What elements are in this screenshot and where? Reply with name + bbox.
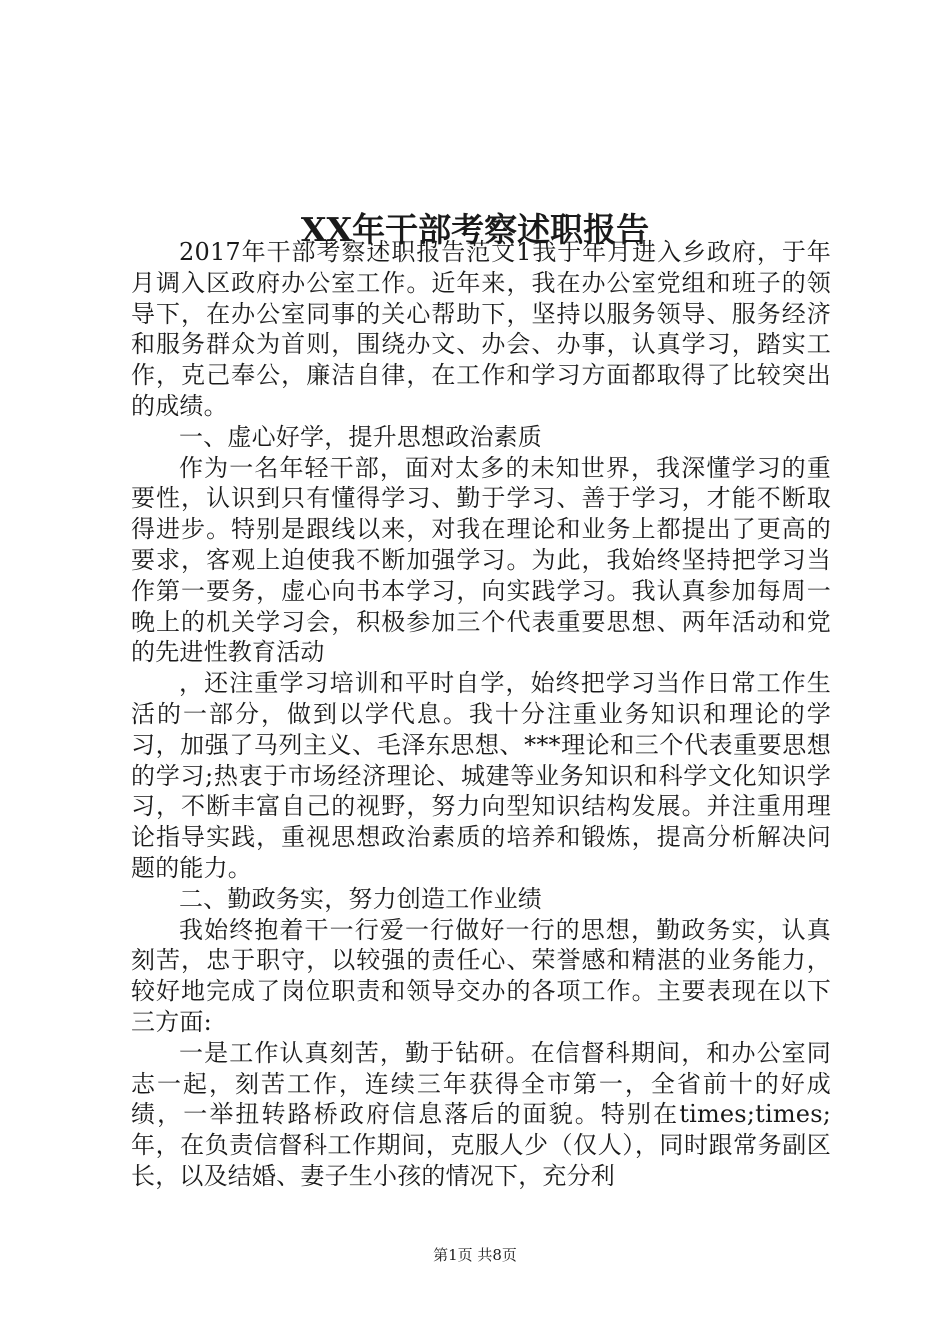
paragraph-work-point-1: 一是工作认真刻苦，勤于钻研。在信督科期间，和办公室同志一起，刻苦工作，连续三年获得全市第一，全省前十的好成绩，一举扭转路桥政府信息落后的面貌。特别在times;times;年，在负责信督科工作期间，克服人少（仅人），同时跟常务副区长，以及结婚、妻子生小孩的情况下，充分利 (131, 1038, 831, 1190)
paragraph-intro: 2017年干部考察述职报告范文1我于年月进入乡政府，于年月调入区政府办公室工作。近年来，我在办公室党组和班子的领导下，在办公室同事的关心帮助下，坚持以服务领导、服务经济和服务群众为首则，围绕办文、办会、办事，认真学习，踏实工作，克己奉公，廉洁自律，在工作和学习方面都取得了比较突出的成绩。 (131, 238, 831, 420)
page-footer: 第1页 共8页 (433, 1246, 517, 1264)
section-heading-1: 一、虚心好学，提升思想政治素质 (179, 422, 542, 451)
paragraph-study: 作为一名年轻干部，面对太多的未知世界，我深懂学习的重要性，认识到只有懂得学习、勤于学习、善于学习，才能不断取得进步。特别是跟线以来，对我在理论和业务上都提出了更高的要求，客观上迫使我不断加强学习。为此，我始终坚持把学习当作第一要务，虚心向书本学习，向实践学习。我认真参加每周一晚上的机关学习会，积极参加三个代表重要思想、两年活动和党的先进性教育活动 (131, 453, 831, 667)
document-body (131, 237, 831, 1192)
paragraph-study-continued: ，还注重学习培训和平时自学，始终把学习当作日常工作生活的一部分，做到以学代息。我十分注重业务知识和理论的学习，加强了马列主义、毛泽东思想、***理论和三个代表重要思想的学习;热衷于市场经济理论、城建等业务知识和科学文化知识学习，不断丰富自己的视野，努力向型知识结构发展。并注重用理论指导实践，重视思想政治素质的培养和锻炼，提高分析解决问题的能力。 (131, 669, 831, 882)
document-title: XX年干部考察述职报告 (300, 210, 650, 250)
paragraph-work: 我始终抱着干一行爱一行做好一行的思想，勤政务实，认真刻苦，忠于职守，以较强的责任心、荣誉感和精湛的业务能力，较好地完成了岗位职责和领导交办的各项工作。主要表现在以下三方面: (131, 915, 831, 1036)
section-heading-2: 二、勤政务实，努力创造工作业绩 (179, 884, 542, 913)
